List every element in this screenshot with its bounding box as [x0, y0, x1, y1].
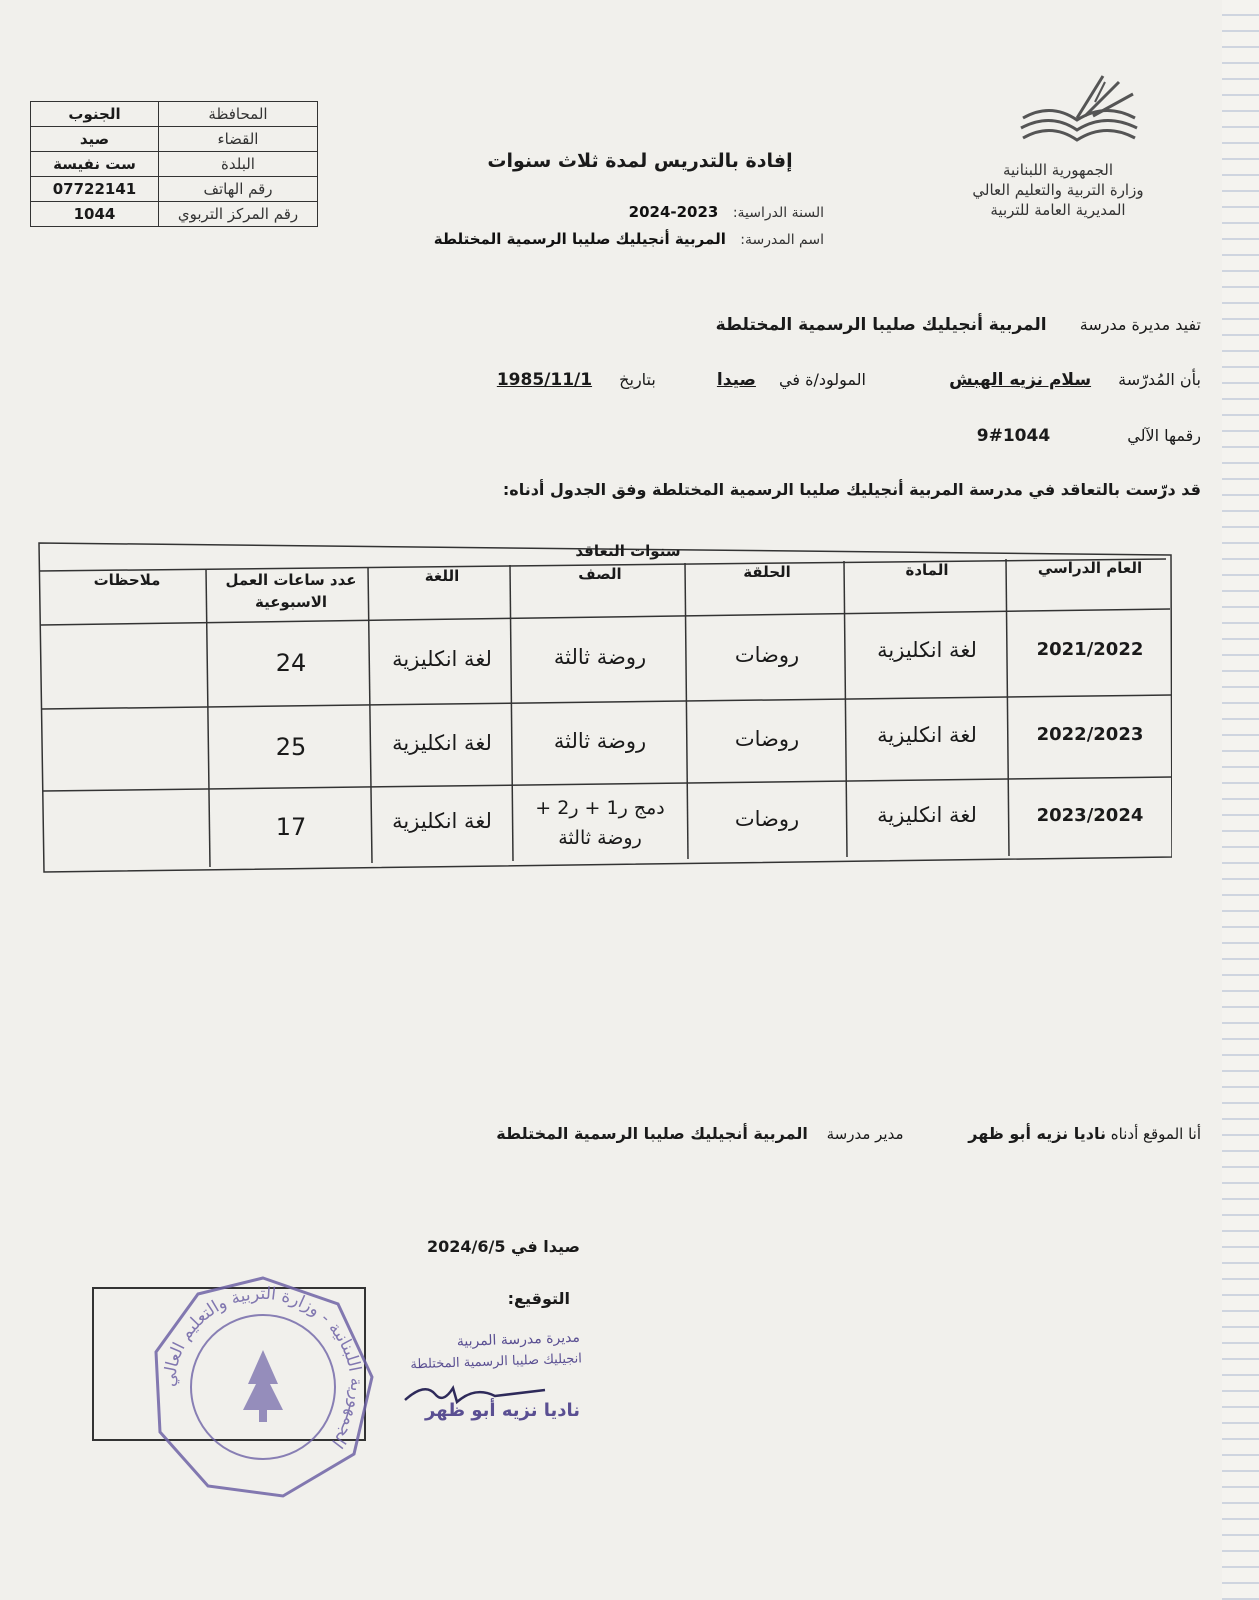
info-row	[31, 102, 318, 127]
row2-subject: لغة انكليزية	[877, 723, 977, 747]
info-label: رقم الهاتف	[159, 177, 318, 202]
undersigned-name: ناديا نزيه أبو ظهر	[968, 1124, 1106, 1143]
director-stamp-line2: انجيليك صليبا الرسمية المختلطة	[410, 1351, 583, 1373]
gov-ministry: وزارة التربية والتعليم العالي	[972, 181, 1144, 199]
ministry-book-logo-icon	[1015, 68, 1143, 146]
info-label: البلدة	[159, 152, 318, 177]
teacher-line	[497, 370, 1201, 390]
director-label: مدير مدرسة	[826, 1125, 904, 1143]
school-year-line	[629, 203, 824, 221]
birthplace-value: صيدا	[716, 370, 756, 390]
school-name-line	[434, 230, 824, 248]
info-value: ست نفيسة	[31, 152, 159, 177]
contract-years-table	[38, 541, 1172, 873]
school-name-label: اسم المدرسة:	[740, 232, 824, 248]
info-row	[31, 202, 318, 227]
col-header-class: الصف	[578, 565, 622, 583]
col-header-weekly-hours: عدد ساعات العمل الاسبوعية	[225, 571, 357, 611]
info-value: صيد	[31, 127, 159, 152]
number-value: 1044#9	[976, 426, 1051, 446]
row2-cycle: روضات	[734, 727, 800, 751]
row1-cycle: روضات	[734, 643, 800, 667]
director-stamp-line1: مديرة مدرسة المربية	[456, 1329, 581, 1350]
row3-subject: لغة انكليزية	[877, 803, 977, 827]
school-year-value: 2023-2024	[628, 203, 719, 221]
school-name-value: المربية أنجيليك صليبا الرسمية المختلطة	[433, 230, 726, 248]
row1-hours: 24	[275, 649, 307, 677]
row2-language: لغة انكليزية	[392, 731, 492, 755]
row2-class: روضة ثالثة	[553, 729, 647, 753]
row3-cycle: روضات	[734, 807, 800, 831]
number-line	[977, 426, 1201, 446]
document-title: إفادة بالتدريس لمدة ثلاث سنوات	[487, 150, 793, 172]
col-header-year: العام الدراسي	[1037, 559, 1143, 577]
info-label: المحافظة	[159, 102, 318, 127]
info-row	[31, 152, 318, 177]
row1-year: 2021/2022	[1036, 639, 1144, 660]
teacher-label: بأن المُدرّسة	[1118, 370, 1201, 389]
info-value: الجنوب	[31, 102, 159, 127]
school-info-table	[30, 101, 318, 227]
info-label: القضاء	[159, 127, 318, 152]
certify-text: تفيد مديرة مدرسة	[1079, 315, 1201, 334]
number-label: رقمها الآلي	[1127, 426, 1201, 445]
col-header-language: اللغة	[424, 567, 460, 585]
row3-hours: 17	[275, 813, 307, 841]
row1-subject: لغة انكليزية	[877, 638, 977, 662]
undersigned-line	[496, 1124, 1201, 1143]
col-header-cycle: الحلقة	[743, 563, 791, 581]
gov-republic: الجمهورية اللبنانية	[1002, 161, 1114, 179]
certify-school: المربية أنجيليك صليبا الرسمية المختلطة	[715, 315, 1047, 335]
seal-ring-text: الجمهورية اللبنانية - وزارة التربية والتعليم العالي	[159, 1283, 367, 1452]
undersigned-label: أنا الموقع أدناه	[1110, 1125, 1201, 1143]
info-row	[31, 127, 318, 152]
certify-line	[716, 315, 1201, 335]
place-date: صيدا في 2024/6/5	[426, 1237, 580, 1256]
row3-class: دمج ر1 + ر2 + روضة ثالثة	[535, 797, 665, 849]
director-school: المربية أنجيليك صليبا الرسمية المختلطة	[496, 1124, 808, 1143]
director-stamp-name: ناديا نزيه أبو ظهر	[425, 1400, 580, 1421]
birthdate-value: 1985/11/1	[496, 370, 593, 390]
teacher-name: سلام نزيه الهبش	[949, 370, 1092, 390]
row2-hours: 25	[275, 733, 307, 761]
col-header-subject: المادة	[905, 561, 949, 579]
info-row	[31, 177, 318, 202]
gov-directorate: المديرية العامة للتربية	[990, 201, 1126, 219]
col-header-notes: ملاحظات	[93, 571, 161, 589]
underlying-ruled-page	[1222, 0, 1259, 1600]
row3-language: لغة انكليزية	[392, 809, 492, 833]
row3-year: 2023/2024	[1036, 805, 1144, 826]
birthdate-label: بتاريخ	[619, 370, 656, 389]
ministry-seal-icon	[148, 1272, 378, 1502]
group-header: سنوات التعاقد	[575, 542, 681, 560]
issuing-authority	[943, 160, 1173, 220]
birthplace-label: المولود/ة في	[779, 370, 866, 389]
school-year-label: السنة الدراسية:	[732, 205, 824, 221]
row1-language: لغة انكليزية	[392, 647, 492, 671]
info-value: 1044	[31, 202, 159, 227]
taught-statement: قد درّست بالتعاقد في مدرسة المربية أنجيليك صليبا الرسمية المختلطة وفق الجدول أدناه:	[502, 480, 1201, 499]
row2-year: 2022/2023	[1036, 724, 1144, 745]
info-value: 07722141	[31, 177, 159, 202]
signature-label: التوقيع:	[507, 1289, 570, 1308]
row1-class: روضة ثالثة	[553, 645, 647, 669]
info-label: رقم المركز التربوي	[159, 202, 318, 227]
